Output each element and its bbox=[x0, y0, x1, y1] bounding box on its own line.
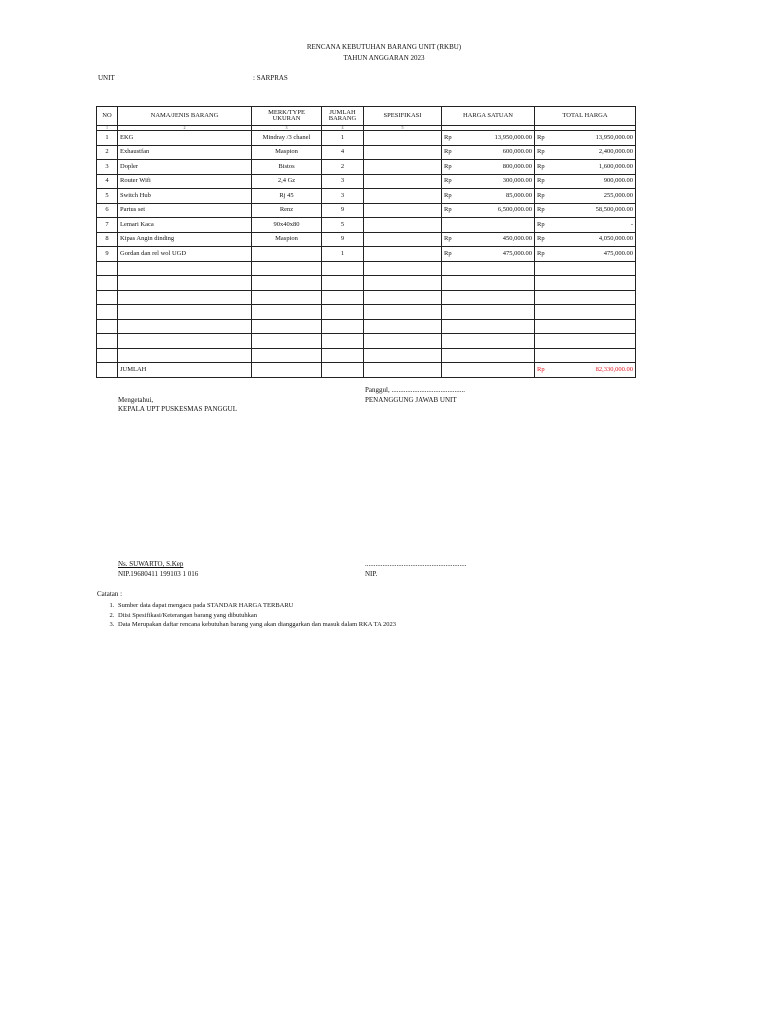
item-merk: Maspion bbox=[252, 232, 322, 247]
total-price bbox=[535, 131, 636, 146]
unit-price bbox=[442, 203, 535, 218]
table-row bbox=[97, 160, 636, 175]
amount-value: 6,500,000.00 bbox=[497, 206, 532, 213]
unit-price bbox=[442, 218, 535, 233]
empty-cell bbox=[252, 276, 322, 291]
empty-cell bbox=[97, 319, 118, 334]
row-number: 5 bbox=[97, 189, 118, 204]
item-merk: Bistos bbox=[252, 160, 322, 175]
unit-price bbox=[442, 131, 535, 146]
amount-value: 600,000.00 bbox=[502, 148, 532, 155]
empty-cell bbox=[118, 319, 252, 334]
empty-cell bbox=[252, 261, 322, 276]
row-number: 7 bbox=[97, 218, 118, 233]
total-price bbox=[535, 232, 636, 247]
item-merk: 90x40x80 bbox=[252, 218, 322, 233]
table-header-row bbox=[97, 107, 636, 126]
row-number: 4 bbox=[97, 174, 118, 189]
empty-cell bbox=[442, 319, 535, 334]
column-number: 2 bbox=[118, 126, 252, 131]
empty-cell bbox=[535, 261, 636, 276]
total-row bbox=[97, 363, 636, 378]
notes-label: Catatan : bbox=[97, 590, 123, 598]
total-label: JUMLAH bbox=[118, 363, 252, 378]
item-qty: 9 bbox=[322, 232, 364, 247]
item-qty: 5 bbox=[322, 218, 364, 233]
empty-cell bbox=[442, 334, 535, 349]
amount-value: 475,000.00 bbox=[603, 249, 633, 257]
empty-row bbox=[97, 348, 636, 363]
item-qty: 9 bbox=[322, 203, 364, 218]
item-merk bbox=[252, 247, 322, 262]
empty-cell bbox=[252, 319, 322, 334]
empty-row bbox=[97, 290, 636, 305]
empty-cell bbox=[535, 319, 636, 334]
currency-label: Rp bbox=[537, 191, 545, 199]
unit-label: UNIT bbox=[98, 74, 115, 82]
row-number: 1 bbox=[97, 131, 118, 146]
note-item: 3. Data Merupakan daftar rencana kebutuhan barang yang akan dianggarkan dan masuk dalam RKA TA 2023 bbox=[116, 620, 396, 630]
empty-cell bbox=[535, 290, 636, 305]
table-row bbox=[97, 232, 636, 247]
empty-cell bbox=[97, 276, 118, 291]
item-name: Router Wifi bbox=[118, 174, 252, 189]
currency-label: Rp bbox=[444, 133, 452, 141]
currency-label: Rp bbox=[444, 177, 452, 184]
item-spec bbox=[364, 145, 442, 160]
currency-label: Rp bbox=[444, 249, 452, 257]
item-merk: Renz bbox=[252, 203, 322, 218]
item-spec bbox=[364, 203, 442, 218]
column-number: 5 bbox=[364, 126, 442, 131]
amount-value: 2,400,000.00 bbox=[598, 148, 633, 155]
right-signer-name: .......................................................... bbox=[365, 560, 467, 568]
empty-cell bbox=[364, 363, 442, 378]
amount-value: 300,000.00 bbox=[502, 177, 532, 184]
empty-cell bbox=[322, 319, 364, 334]
empty-cell bbox=[118, 290, 252, 305]
empty-cell bbox=[322, 363, 364, 378]
table-row bbox=[97, 247, 636, 262]
item-name: Partus set bbox=[118, 203, 252, 218]
note-item: 2. Diisi Spesifikasi/Keterangan barang yang dibutuhkan bbox=[116, 611, 396, 621]
column-number: 1 bbox=[97, 126, 118, 131]
unit-price bbox=[442, 160, 535, 175]
item-merk: Rj 45 bbox=[252, 189, 322, 204]
currency-label: Rp bbox=[537, 162, 545, 170]
total-price bbox=[535, 218, 636, 233]
empty-cell bbox=[118, 305, 252, 320]
total-price bbox=[535, 174, 636, 189]
amount-value: 800,000.00 bbox=[502, 162, 532, 170]
column-header: TOTAL HARGA bbox=[535, 107, 636, 126]
empty-row bbox=[97, 305, 636, 320]
amount-value: 58,500,000.00 bbox=[595, 206, 633, 213]
amount-value: 4,050,000.00 bbox=[598, 235, 633, 242]
amount-value: 85,000.00 bbox=[506, 191, 532, 199]
currency-label: Rp bbox=[444, 191, 452, 199]
empty-cell bbox=[322, 276, 364, 291]
currency-label: Rp bbox=[537, 133, 545, 141]
total-price bbox=[535, 145, 636, 160]
currency-label: Rp bbox=[444, 162, 452, 170]
empty-cell bbox=[364, 261, 442, 276]
place-date: Panggul, .......................................... bbox=[365, 386, 465, 394]
empty-cell bbox=[252, 348, 322, 363]
currency-label: Rp bbox=[537, 206, 545, 213]
empty-cell bbox=[97, 363, 118, 378]
empty-cell bbox=[322, 348, 364, 363]
notes-list bbox=[108, 601, 396, 630]
empty-cell bbox=[97, 348, 118, 363]
item-name: Exhaustfan bbox=[118, 145, 252, 160]
column-header: JUMLAH BARANG bbox=[322, 107, 364, 126]
currency-label: Rp bbox=[444, 206, 452, 213]
note-item: 1. Sumber data dapat mengacu pada STANDAR HARGA TERBARU bbox=[116, 601, 396, 611]
empty-cell bbox=[364, 348, 442, 363]
item-spec bbox=[364, 160, 442, 175]
amount-value: 475,000.00 bbox=[502, 249, 532, 257]
empty-cell bbox=[364, 319, 442, 334]
empty-cell bbox=[252, 290, 322, 305]
item-name: Lemari Kaca bbox=[118, 218, 252, 233]
item-name: Kipas Angin dinding bbox=[118, 232, 252, 247]
table-row bbox=[97, 203, 636, 218]
empty-cell bbox=[252, 334, 322, 349]
unit-price bbox=[442, 145, 535, 160]
empty-cell bbox=[118, 348, 252, 363]
rkbu-table bbox=[96, 106, 636, 378]
amount-value: - bbox=[630, 220, 633, 228]
row-number: 6 bbox=[97, 203, 118, 218]
currency-label: Rp bbox=[444, 235, 452, 242]
item-qty: 3 bbox=[322, 174, 364, 189]
empty-row bbox=[97, 261, 636, 276]
total-price bbox=[535, 189, 636, 204]
unit-price bbox=[442, 232, 535, 247]
table-row bbox=[97, 174, 636, 189]
empty-cell bbox=[97, 261, 118, 276]
amount-value: 82,330,000.00 bbox=[595, 365, 633, 373]
empty-cell bbox=[118, 261, 252, 276]
empty-cell bbox=[97, 305, 118, 320]
total-price bbox=[535, 203, 636, 218]
empty-cell bbox=[442, 276, 535, 291]
left-signer-title: KEPALA UPT PUSKESMAS PANGGUL bbox=[118, 405, 237, 413]
empty-cell bbox=[322, 334, 364, 349]
column-header: SPESIFIKASI bbox=[364, 107, 442, 126]
row-number: 3 bbox=[97, 160, 118, 175]
left-caption: Mengetahui, bbox=[118, 396, 154, 404]
item-qty: 4 bbox=[322, 145, 364, 160]
empty-cell bbox=[252, 305, 322, 320]
item-spec bbox=[364, 218, 442, 233]
table-row bbox=[97, 131, 636, 146]
empty-cell bbox=[97, 290, 118, 305]
grand-total bbox=[535, 363, 636, 378]
amount-value: 900,000.00 bbox=[603, 177, 633, 184]
empty-cell bbox=[442, 348, 535, 363]
currency-label: Rp bbox=[537, 148, 545, 155]
empty-cell bbox=[535, 348, 636, 363]
item-qty: 3 bbox=[322, 189, 364, 204]
empty-cell bbox=[535, 334, 636, 349]
item-spec bbox=[364, 232, 442, 247]
item-name: EKG bbox=[118, 131, 252, 146]
table-row bbox=[97, 189, 636, 204]
currency-label: Rp bbox=[537, 177, 545, 184]
item-qty: 2 bbox=[322, 160, 364, 175]
document-title: RENCANA KEBUTUHAN BARANG UNIT (RKBU) bbox=[306, 43, 462, 51]
empty-cell bbox=[97, 334, 118, 349]
empty-cell bbox=[364, 334, 442, 349]
table-row bbox=[97, 145, 636, 160]
unit-price bbox=[442, 174, 535, 189]
unit-price bbox=[442, 247, 535, 262]
row-number: 8 bbox=[97, 232, 118, 247]
empty-cell bbox=[364, 290, 442, 305]
amount-value: 1,600,000.00 bbox=[598, 162, 633, 170]
amount-value: 450,000.00 bbox=[502, 235, 532, 242]
amount-value: 13,950,000.00 bbox=[494, 133, 532, 141]
column-number: 3 bbox=[252, 126, 322, 131]
empty-row bbox=[97, 334, 636, 349]
empty-cell bbox=[322, 305, 364, 320]
currency-label: Rp bbox=[444, 148, 452, 155]
currency-label: Rp bbox=[537, 365, 545, 373]
unit-price bbox=[442, 189, 535, 204]
item-name: Switch Hub bbox=[118, 189, 252, 204]
empty-cell bbox=[252, 363, 322, 378]
total-price bbox=[535, 160, 636, 175]
item-spec bbox=[364, 247, 442, 262]
empty-cell bbox=[442, 363, 535, 378]
empty-cell bbox=[322, 261, 364, 276]
column-header: HARGA SATUAN bbox=[442, 107, 535, 126]
left-signer-name: Ns. SUWARTO, S.Kep bbox=[118, 560, 184, 568]
amount-value: 255,000.00 bbox=[603, 191, 633, 199]
currency-label: Rp bbox=[537, 220, 545, 228]
item-qty: 1 bbox=[322, 247, 364, 262]
item-merk: 2,4 Gz bbox=[252, 174, 322, 189]
column-header: NO bbox=[97, 107, 118, 126]
currency-label: Rp bbox=[537, 249, 545, 257]
row-number: 2 bbox=[97, 145, 118, 160]
item-spec bbox=[364, 174, 442, 189]
right-signer-nip: NIP. bbox=[365, 570, 378, 578]
item-merk: Mindray /3 chanel bbox=[252, 131, 322, 146]
empty-cell bbox=[535, 305, 636, 320]
total-price bbox=[535, 247, 636, 262]
table-row bbox=[97, 218, 636, 233]
empty-cell bbox=[442, 305, 535, 320]
item-merk: Maspion bbox=[252, 145, 322, 160]
column-header: MERK/TYPE UKURAN bbox=[252, 107, 322, 126]
item-qty: 1 bbox=[322, 131, 364, 146]
empty-row bbox=[97, 276, 636, 291]
currency-label: Rp bbox=[537, 235, 545, 242]
column-number: 4 bbox=[322, 126, 364, 131]
item-name: Dopler bbox=[118, 160, 252, 175]
empty-cell bbox=[322, 290, 364, 305]
item-spec bbox=[364, 131, 442, 146]
empty-cell bbox=[442, 261, 535, 276]
amount-value: 13,950,000.00 bbox=[595, 133, 633, 141]
empty-row bbox=[97, 319, 636, 334]
empty-cell bbox=[118, 276, 252, 291]
item-name: Gordan dan rel wol UGD bbox=[118, 247, 252, 262]
empty-cell bbox=[442, 290, 535, 305]
left-signer-nip: NIP.19680411 199103 1 016 bbox=[118, 570, 199, 578]
empty-cell bbox=[535, 276, 636, 291]
empty-cell bbox=[364, 305, 442, 320]
row-number: 9 bbox=[97, 247, 118, 262]
right-signer-title: PENANGGUNG JAWAB UNIT bbox=[365, 396, 457, 404]
document-subtitle: TAHUN ANGGARAN 2023 bbox=[343, 54, 425, 62]
unit-value: : SARPRAS bbox=[253, 74, 288, 82]
column-header: NAMA/JENIS BARANG bbox=[118, 107, 252, 126]
empty-cell bbox=[364, 276, 442, 291]
item-spec bbox=[364, 189, 442, 204]
empty-cell bbox=[118, 334, 252, 349]
